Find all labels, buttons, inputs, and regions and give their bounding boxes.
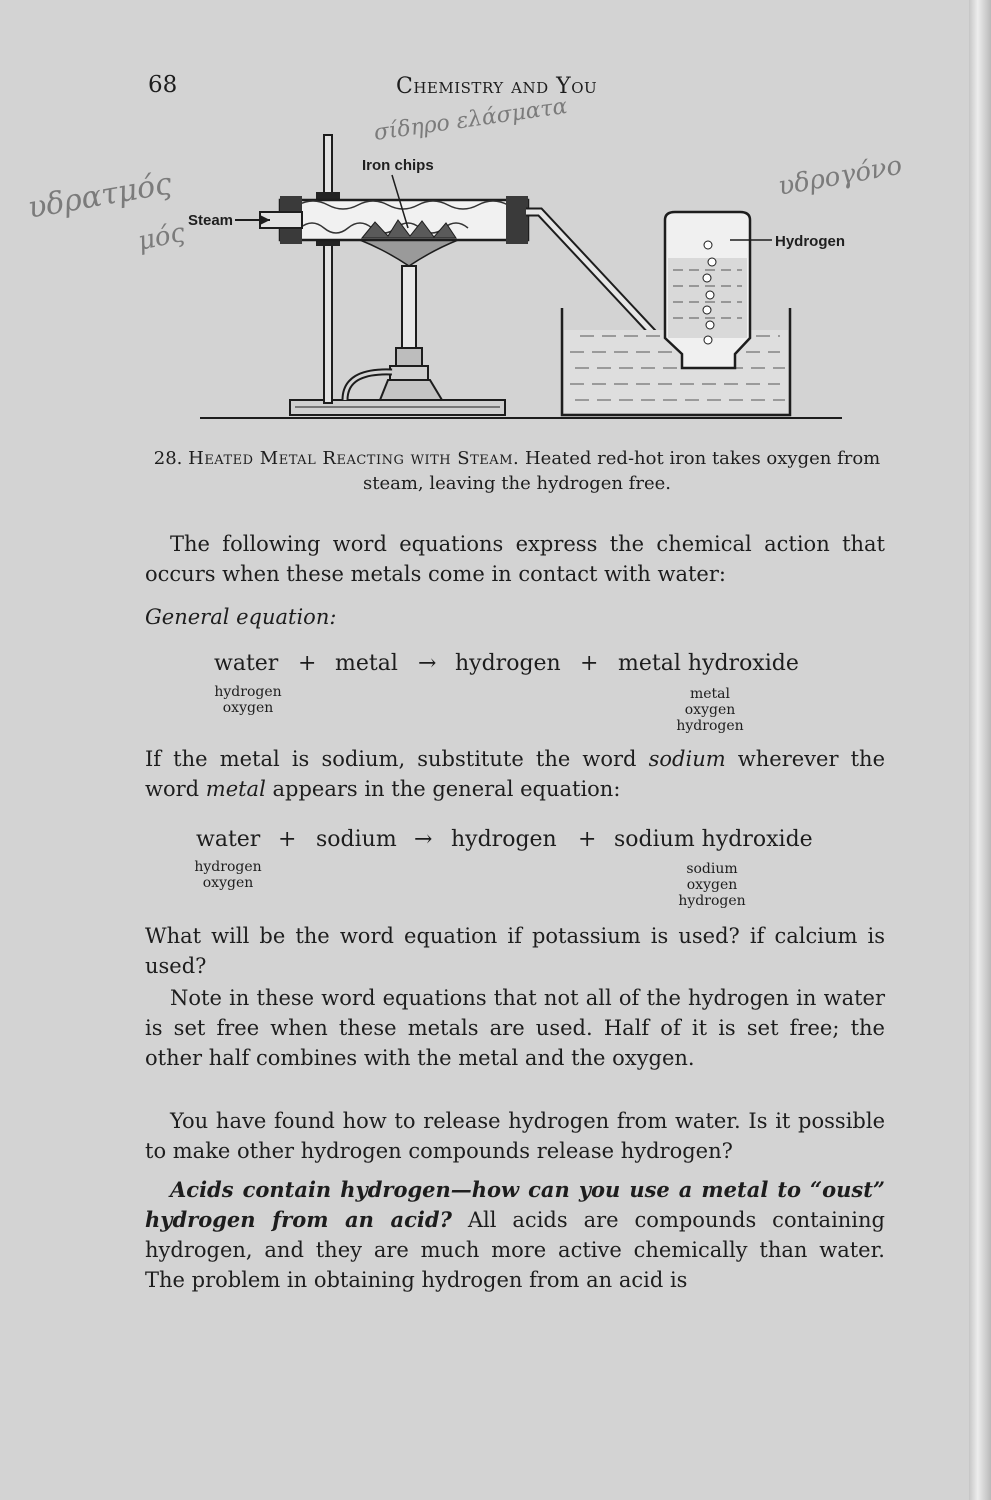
caption-title: Heated Metal Reacting with Steam. [188, 448, 520, 469]
eq2-product-sub-1: sodium [686, 861, 738, 877]
eq2-water-composition [188, 859, 268, 891]
label-steam: Steam [188, 212, 234, 229]
handwriting-left-1: υδρατμός [25, 166, 175, 226]
paragraph-6 [145, 1175, 885, 1295]
paragraph-2-part-3: appears in the general equation: [265, 777, 621, 801]
label-hydrogen: Hydrogen [775, 233, 846, 250]
collecting-bottle [665, 212, 750, 368]
eq1-product-composition [670, 686, 750, 734]
running-title-c: C [396, 74, 414, 99]
eq2-plus-2: + [578, 827, 597, 852]
label-iron-chips: Iron chips [362, 157, 434, 174]
eq1-product-sub-2: oxygen [684, 702, 736, 718]
apparatus-figure [25, 94, 980, 440]
combustion-tube [260, 196, 528, 244]
paragraph-3: What will be the word equation if potassium is used? if calcium is used? [145, 924, 885, 978]
eq1-water-sub-2: oxygen [222, 700, 274, 716]
paragraph-6-text: All acids are compounds containing hydrogen, and they are much more active chemically than water. The problem in obtaining hydrogen from an acid is [145, 1208, 885, 1292]
paragraph-5: You have found how to release hydrogen from water. Is it possible to make other hydrogen compounds release hydrogen? [145, 1109, 885, 1163]
figure-caption [147, 446, 887, 496]
eq2-sodium: sodium [316, 827, 397, 852]
paragraph-2-part-2: wherever the word [145, 747, 886, 801]
eq1-product: metal hydroxide [618, 651, 799, 676]
paragraph-2-part-1: If the metal is sodium, substitute the word [145, 747, 649, 771]
paragraph-1: The following word equations express the chemical action that occurs when these metals come in contact with water: [145, 532, 885, 586]
stand-rod [324, 135, 332, 403]
paragraph-6-heading: Acids contain hydrogen—how can you use a metal to “oust” hydrogen from an acid? [145, 1177, 885, 1232]
eq2-product-composition [672, 861, 752, 909]
paragraph-4: Note in these word equations that not all of the hydrogen in water is set free when these metals are used. Half of it is set free; the other half combines with the metal and the oxygen. [145, 986, 885, 1070]
running-title [396, 74, 597, 99]
paragraph-2-sodium: sodium [648, 747, 726, 771]
eq2-product: sodium hydroxide [614, 827, 813, 852]
eq1-water-composition [208, 684, 288, 716]
eq2-water-sub-2: oxygen [202, 875, 254, 891]
handwriting-left-2: μός [135, 217, 188, 257]
burner [345, 218, 458, 400]
eq2-plus-1: + [278, 827, 297, 852]
handwriting-top: σίδηρο ελάσματα [372, 94, 569, 146]
eq2-arrow: → [414, 827, 433, 852]
eq1-plus-2: + [580, 651, 599, 676]
handwriting-right: υδρογόνο [776, 150, 905, 202]
running-title-y: Y [556, 74, 572, 99]
running-title-part1: hemistry [413, 74, 504, 99]
eq2-product-sub-2: oxygen [686, 877, 738, 893]
general-equation-label: General equation: [145, 605, 337, 629]
eq2-product-sub-3: hydrogen [678, 893, 746, 909]
running-title-part2: ou [571, 74, 598, 99]
eq2-water-sub-1: hydrogen [194, 859, 262, 875]
eq1-plus-1: + [298, 651, 317, 676]
eq1-arrow: → [418, 651, 437, 676]
caption-number: 28. [153, 448, 183, 469]
eq1-product-sub-3: hydrogen [676, 718, 744, 734]
paragraph-2 [145, 744, 885, 804]
eq1-water-sub-1: hydrogen [214, 684, 282, 700]
running-title-and: and [503, 74, 557, 99]
page-number: 68 [148, 72, 178, 98]
eq1-water: water [214, 651, 279, 676]
eq1-product-sub-1: metal [689, 686, 730, 702]
eq1-hydrogen: hydrogen [455, 651, 561, 676]
eq2-water: water [196, 827, 261, 852]
eq2-hydrogen: hydrogen [451, 827, 557, 852]
caption-text: Heated red-hot iron takes oxygen from steam, leaving the hydrogen free. [363, 448, 881, 494]
eq1-metal: metal [335, 651, 398, 676]
paragraph-2-metal: metal [205, 777, 266, 801]
